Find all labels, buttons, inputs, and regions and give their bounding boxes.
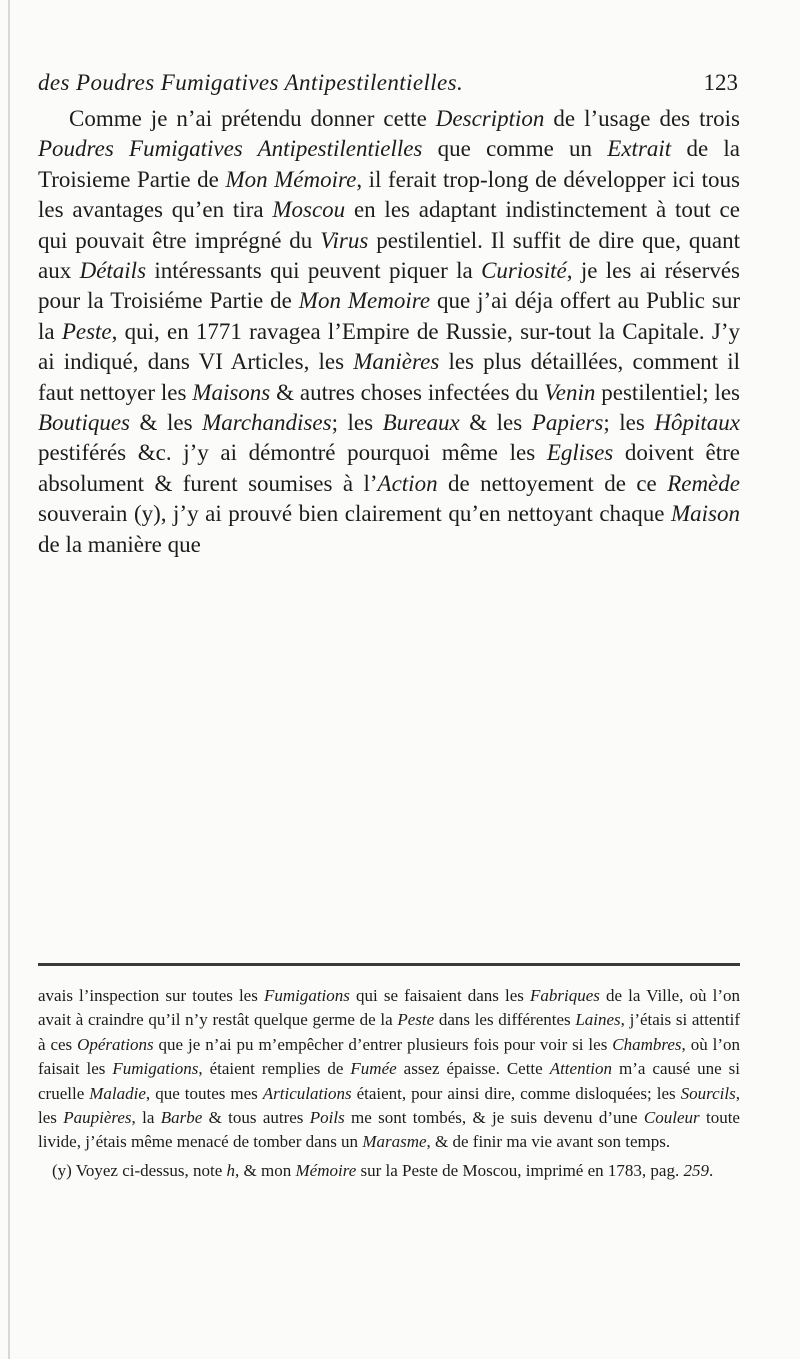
text-run: de l’usage des trois: [544, 106, 740, 131]
italic-term: Paupières: [63, 1108, 132, 1128]
text-run: les plus détaillées, comment il faut nettoyer les: [38, 349, 740, 405]
text-run: , qui, en 1771 ravagea l’Empire de Russie, sur-tout la Capitale. J’y ai indiqué, dans VI Articles, les: [38, 318, 740, 375]
text-run: & les: [130, 410, 203, 436]
italic-term: Fumée: [350, 1059, 397, 1079]
italic-term: Action: [377, 470, 438, 496]
italic-term: Mémoire: [295, 1160, 357, 1180]
text-run: & autres choses infectées du: [270, 379, 545, 405]
text-run: de la manière que: [38, 531, 201, 557]
italic-term: Peste: [397, 1010, 435, 1030]
text-run: , où l’on faisait les: [38, 1034, 740, 1079]
text-run: .: [708, 1160, 714, 1180]
italic-term: Manières: [353, 349, 440, 375]
text-run: étaient, pour ainsi dire, comme disloquées; les: [351, 1083, 681, 1103]
running-head: [38, 70, 738, 100]
text-run: & tous autres: [202, 1108, 310, 1128]
italic-term: Laines: [575, 1010, 621, 1030]
text-run: , que toutes mes: [145, 1083, 263, 1103]
text-run: assez épaisse. Cette: [396, 1059, 550, 1079]
italic-term: Description: [435, 106, 545, 131]
running-head-title: des Poudres Fumigatives Antipestilentielles.: [38, 70, 464, 95]
footnote-continuation: [38, 984, 740, 1155]
text-run: que j’ai déja offert au Public sur la: [38, 288, 740, 344]
text-run: en les adaptant indistinctement à tout ce qui pouvait être imprégné du: [38, 197, 740, 253]
text-run: , la: [131, 1108, 161, 1128]
italic-term: h: [226, 1160, 236, 1180]
italic-term: Moscou: [272, 197, 346, 223]
italic-term: Bureaux: [382, 410, 460, 436]
italic-term: Marasme: [362, 1132, 427, 1152]
text-run: que je n’ai pu m’empêcher d’entrer plusieurs fois pour voir si les: [153, 1034, 613, 1054]
text-run: , & de finir ma vie avant son temps.: [426, 1132, 671, 1152]
italic-term: Fumigations: [263, 986, 350, 1005]
text-run: dans les différentes: [434, 1010, 576, 1030]
italic-term: Fumigations: [112, 1059, 199, 1079]
italic-term: Marchandises: [202, 410, 332, 436]
text-run: pestilentiel. Il suffit de dire que, quant aux: [38, 227, 741, 284]
text-run: me sont tombés, & je suis devenu d’une: [344, 1108, 644, 1128]
italic-term: Maison: [671, 501, 740, 527]
text-run: (y) Voyez ci-dessus, note: [52, 1160, 227, 1180]
italic-term: Détails: [79, 258, 147, 284]
text-run: , j’étais si attentif à ces: [38, 1010, 741, 1054]
italic-term: Barbe: [160, 1108, 203, 1128]
italic-term: Poils: [309, 1108, 345, 1128]
italic-term: Opérations: [77, 1034, 154, 1054]
text-run: avais l’inspection sur toutes les: [38, 986, 264, 1005]
footnotes: [38, 984, 740, 1183]
text-run: ; les: [603, 410, 655, 436]
italic-term: 259: [683, 1160, 709, 1180]
italic-term: Boutiques: [38, 410, 130, 436]
text-run: doivent être absolument & furent soumises à l’: [38, 440, 740, 496]
text-run: m’a causé une si cruelle: [38, 1059, 741, 1103]
italic-term: Maladie: [89, 1083, 146, 1103]
text-run: & les: [459, 410, 532, 436]
main-paragraph: [38, 104, 740, 560]
text-run: pestiférés &c. j’y ai démontré pourquoi même les: [38, 440, 547, 466]
italic-term: Attention: [549, 1059, 613, 1079]
italic-term: Virus: [320, 227, 369, 253]
text-run: intéressants qui peuvent piquer la: [146, 258, 482, 284]
text-run: de la Ville, où l’on avait à craindre qu’il n’y restât quelque germe de la: [38, 986, 740, 1030]
italic-term: Poudres Fumigatives Antipestilentielles: [38, 136, 423, 162]
text-run: , il ferait trop-long de développer ici tous les avantages qu’en tira: [38, 166, 741, 223]
italic-term: Articulations: [262, 1083, 352, 1103]
main-text: [38, 104, 740, 560]
text-run: de la Troisieme Partie de: [38, 136, 740, 192]
italic-term: Hôpitaux: [654, 410, 740, 436]
italic-term: Chambres: [612, 1034, 682, 1054]
binding-edge: [8, 0, 10, 1359]
text-run: ; les: [331, 410, 383, 436]
text-run: , étaient remplies de: [198, 1059, 351, 1079]
italic-term: Extrait: [607, 136, 672, 162]
text-run: qui se faisaient dans les: [349, 986, 530, 1005]
italic-term: Maisons: [192, 379, 271, 405]
text-run: de nettoyement de ce: [437, 470, 668, 496]
text-run: que comme un: [422, 136, 608, 162]
italic-term: Curiosité: [481, 258, 567, 284]
footnote-y: [38, 1159, 740, 1183]
italic-term: Couleur: [643, 1108, 700, 1128]
italic-term: Peste: [61, 318, 112, 344]
italic-term: Papiers: [531, 410, 604, 436]
text-run: , & mon: [235, 1160, 296, 1180]
italic-term: Fabriques: [530, 986, 600, 1005]
text-run: , je les ai réservés pour la Troisiéme Partie de: [38, 258, 740, 314]
text-run: , les: [38, 1083, 740, 1128]
italic-term: Mon Memoire: [298, 288, 431, 314]
text-run: Comme je n’ai prétendu donner cette: [69, 106, 436, 131]
page-number: 123: [703, 70, 738, 95]
italic-term: Eglises: [546, 440, 614, 466]
text-run: toute livide, j’étais même menacé de tomber dans un: [38, 1108, 740, 1152]
italic-term: Sourcils: [680, 1083, 736, 1103]
footnote-separator-rule: [38, 963, 740, 966]
italic-term: Remède: [667, 470, 740, 496]
text-run: pestilentiel; les: [595, 379, 740, 405]
italic-term: Venin: [544, 379, 596, 405]
text-run: souverain (y), j’y ai prouvé bien clairement qu’en nettoyant chaque: [38, 501, 671, 527]
italic-term: Mon Mémoire: [225, 166, 357, 192]
text-run: sur la Peste de Moscou, imprimé en 1783, pag.: [356, 1160, 684, 1180]
